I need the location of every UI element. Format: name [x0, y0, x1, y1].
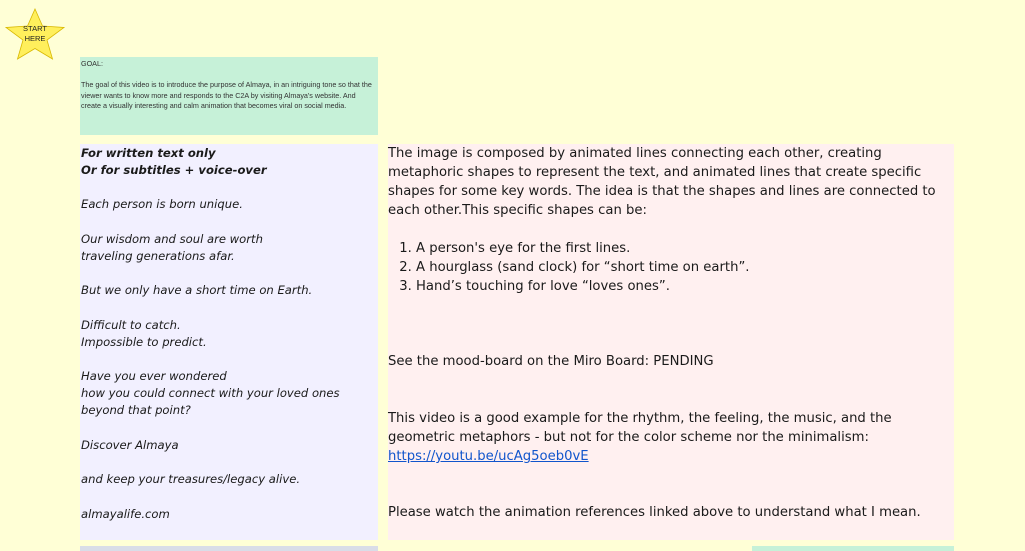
list-item: 2. A hourglass (sand clock) for “short time on earth”.	[416, 258, 948, 277]
description-intro: The image is composed by animated lines connecting each other, creating metaphoric shapes to represent the text, and animated lines that create specific shapes for some key words. The idea is that the shapes and lines are connected to each other.This specific shapes can be:	[388, 146, 936, 218]
list-item: 1. A person's eye for the first lines.	[416, 239, 948, 258]
script-line	[81, 196, 377, 213]
script-line	[81, 231, 377, 265]
description-note[interactable]	[388, 144, 954, 540]
script-line	[81, 506, 377, 523]
script-line	[81, 282, 377, 299]
script-text: But we only have a short time on Earth.	[81, 283, 313, 297]
script-text: almayalife.com	[81, 506, 170, 521]
star-label	[4, 24, 66, 44]
start-here-star[interactable]	[4, 8, 66, 60]
shape-list	[388, 239, 948, 296]
script-text: Discover Almaya	[81, 437, 179, 452]
moodboard-text: See the mood-board on the Miro Board: PENDING	[388, 354, 714, 369]
star-label-line1: START	[23, 24, 47, 33]
goal-note[interactable]	[80, 57, 378, 135]
list-item: 3. Hand’s touching for love “loves ones”.	[416, 277, 948, 296]
script-line	[81, 437, 377, 454]
script-note[interactable]	[80, 144, 378, 540]
script-text: traveling generations afar.	[81, 248, 235, 263]
script-text: Difficult to catch.	[81, 317, 181, 332]
script-header-1: For written text only	[81, 146, 216, 160]
script-text: Have you ever wondered	[81, 369, 227, 383]
script-text: Each person is born unique.	[81, 197, 243, 211]
script-text: beyond that point?	[81, 403, 191, 417]
script-text: and keep your treasures/legacy alive.	[81, 472, 301, 486]
example-text: This video is a good example for the rhythm, the feeling, the music, and the geometric metaphors - but not for the color scheme nor the minimalism:	[388, 411, 892, 445]
script-text: Our wisdom and soul are worth	[81, 231, 263, 246]
script-line	[81, 471, 377, 488]
script-text: Impossible to predict.	[81, 334, 207, 349]
goal-body: The goal of this video is to introduce the purpose of Almaya, in an intriguing tone so that the viewer wants to know more and responds to the C2A by visiting Almaya's website. And create a visually interesting and calm animation that becomes viral on social media.	[81, 79, 372, 111]
goal-title: GOAL:	[81, 59, 103, 68]
script-line	[81, 317, 377, 351]
youtube-link[interactable]: https://youtu.be/ucAg5oeb0vE	[388, 449, 589, 464]
note-edge	[80, 546, 378, 551]
note-edge	[752, 546, 954, 551]
script-text: how you could connect with your loved ones	[81, 386, 340, 400]
footer-text: Please watch the animation references linked above to understand what I mean.	[388, 505, 921, 520]
script-header-2: Or for subtitles + voice-over	[81, 163, 267, 177]
script-line	[81, 368, 377, 419]
star-label-line2: HERE	[24, 34, 46, 43]
